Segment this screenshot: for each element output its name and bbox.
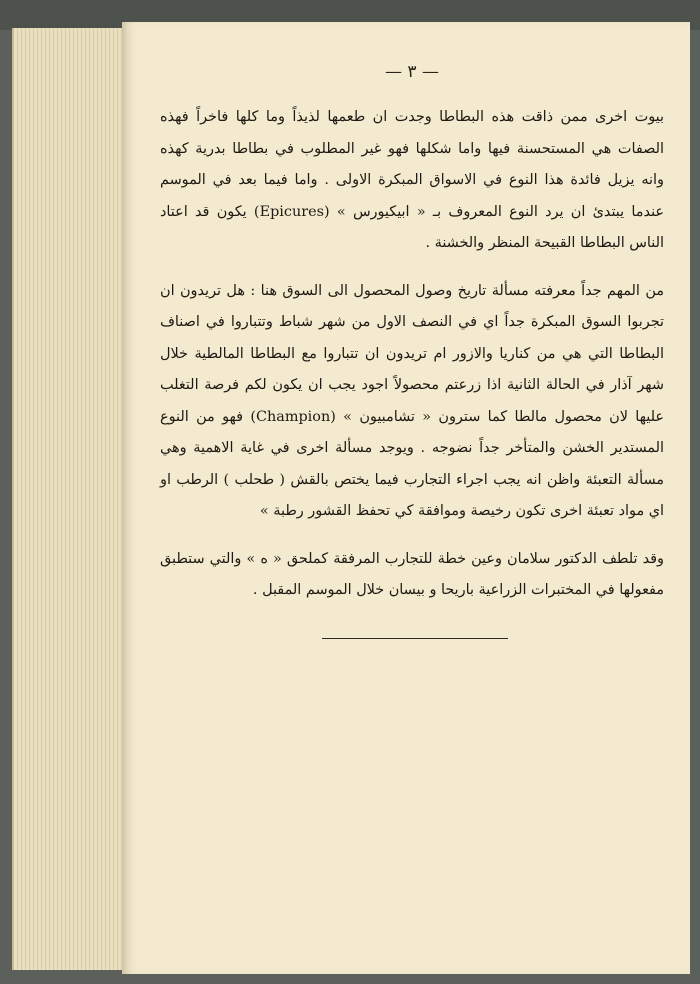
paragraph-2: من المهم جداً معرفته مسألة تاريخ وصول المحصول الى السوق هنا : هل تريدون ان تجربوا السوق المبكرة جداً اي في النصف الاول من شهر شباط وتتباروا في اصناف البطاطا التي هي من كناريا والازور ام تريدون ان تتباروا مع البطاطا المالطية خلال شهر آذار في الحالة الثانية اذا زرعتم محصولاً اجود يجب ان يكون لكم فرصة التغلب عليها لان محصول مالطا كما سترون « تشامبيون » (Champion) فهو من النوع المستدير الخشن والمتأخر جداً نضوجه . ويوجد مسألة اخرى في غاية الاهمية وهي مسألة التعبئة واظن انه يجب اجراء التجارب فيما يختص بالقش ( طحلب ) الرطب او اي مواد تعبئة اخرى تكون رخيصة وموافقة كي تحفظ القشور رطبة » <box>160 282 664 519</box>
page-edges <box>12 28 134 970</box>
body-text <box>160 102 664 623</box>
paragraph-1: بيوت اخرى ممن ذاقت هذه البطاطا وجدت ان طعمها لذيذاً وما كلها فاخراً فهذه الصفات هي المستحسنة فيها واما شكلها فهو غير المطلوب في بطاطا بدرية كهذه وانه يزيل فائدة هذا النوع في الاسواق المبكرة الاولى . واما فيما بعد في الموسم عندما يبتدئ ان يرد النوع المعروف بـ « ابيكيورس » (Epicures) يكون قد اعتاد الناس البطاطا القبيحة المنظر والخشنة . <box>160 109 664 251</box>
section-divider <box>322 638 508 639</box>
paragraph-3: وقد تلطف الدكتور سلامان وعين خطة للتجارب المرفقة كملحق « ه » والتي ستطبق مفعولها في المختبرات الزراعية باريحا و بيسان خلال الموسم المقبل . <box>160 550 664 598</box>
page-number: — ٣ — <box>385 62 439 82</box>
book-page <box>122 22 690 974</box>
